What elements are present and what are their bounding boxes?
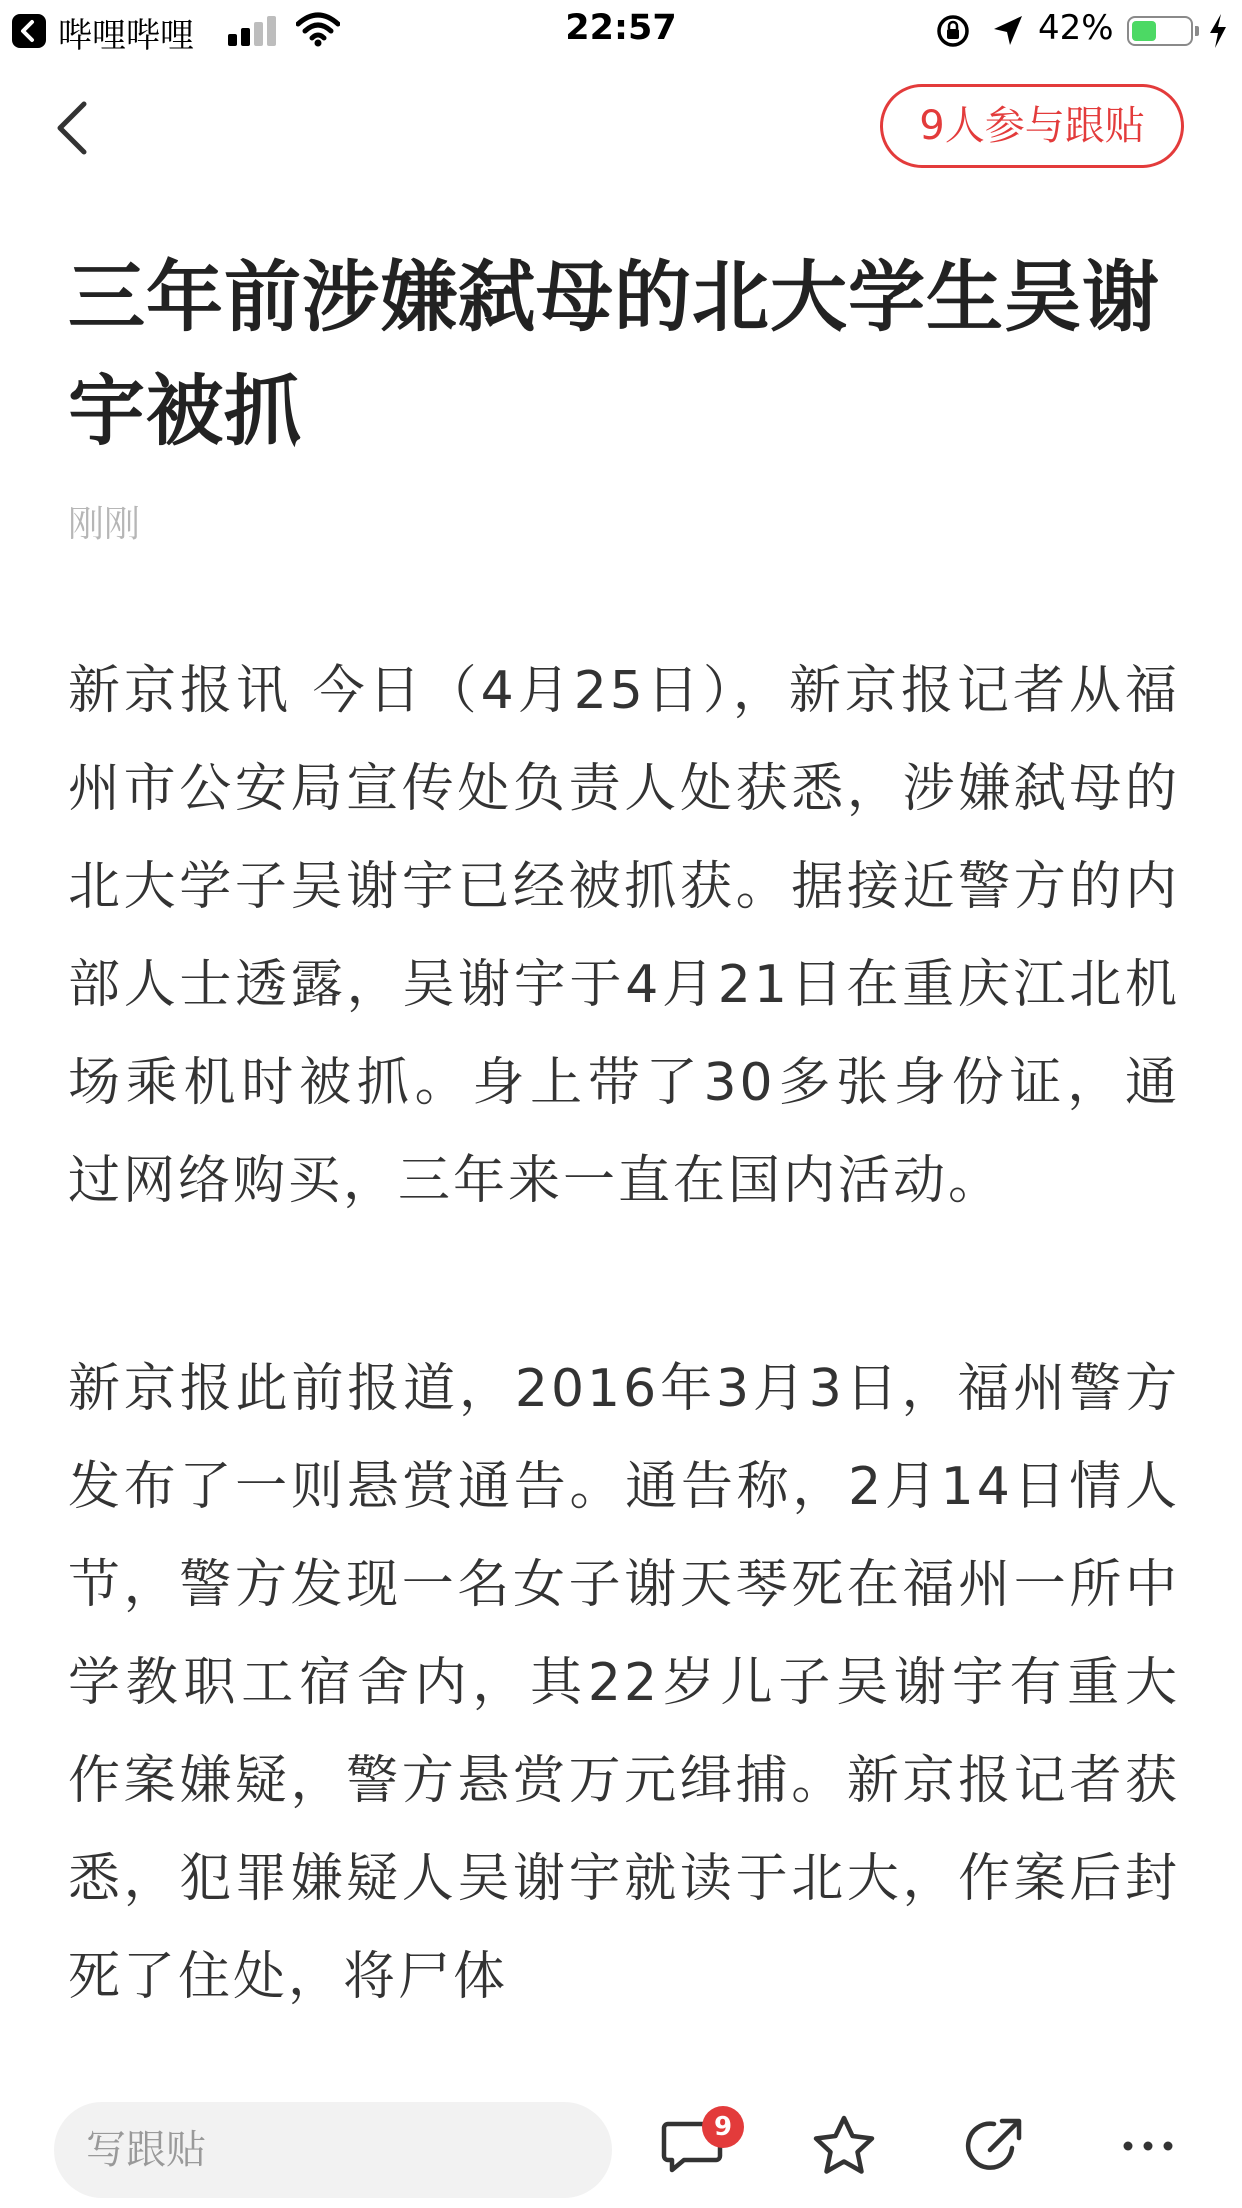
status-bar (0, 0, 1242, 62)
article-title: 三年前涉嫌弑母的北大学生吴谢宇被抓 (68, 254, 1160, 457)
comment-input[interactable]: 写跟贴 (54, 2102, 612, 2198)
charging-icon (1206, 12, 1230, 50)
battery-fill (1132, 21, 1156, 41)
battery-tip (1195, 26, 1199, 36)
article-body (68, 642, 1180, 2082)
back-button[interactable] (48, 96, 108, 160)
publish-time: 刚刚 (68, 504, 141, 545)
source-app-name[interactable]: 哔哩哔哩 (58, 16, 194, 56)
chevron-left-icon (48, 96, 108, 160)
star-icon[interactable] (808, 2110, 880, 2182)
more-icon[interactable] (1112, 2110, 1184, 2182)
article-paragraph: 新京报讯 今日（4月25日），新京报记者从福州市公安局宣传处负责人处获悉，涉嫌弑母的北大学子吴谢宇已经被抓获。据接近警方的内部人士透露，吴谢宇于4月21日在重庆江北机场乘机时被抓。身上带了30多张身份证，通过网络购买，三年来一直在国内活动。 (68, 661, 1180, 1211)
article-paragraph: 新京报此前报道，2016年3月3日，福州警方发布了一则悬赏通告。通告称，2月14日情人节，警方发现一名女子谢天琴死在福州一所中学教职工宿舍内，其22岁儿子吴谢宇有重大作案嫌疑，警方悬赏万元缉捕。新京报记者获悉，犯罪嫌疑人吴谢宇就读于北大，作案后封死了住处，将尸体 (68, 1359, 1180, 2007)
battery-icon (1127, 16, 1193, 46)
rotation-lock-icon (934, 12, 972, 50)
share-icon[interactable] (958, 2110, 1030, 2182)
clock: 22:57 (565, 8, 677, 48)
comment-count-badge: 9 (702, 2106, 744, 2148)
follow-posts-button[interactable]: 9人参与跟贴 (880, 84, 1184, 168)
bottom-toolbar (0, 2082, 1242, 2208)
battery-percent: 42% (1038, 8, 1114, 48)
location-icon (990, 12, 1026, 50)
